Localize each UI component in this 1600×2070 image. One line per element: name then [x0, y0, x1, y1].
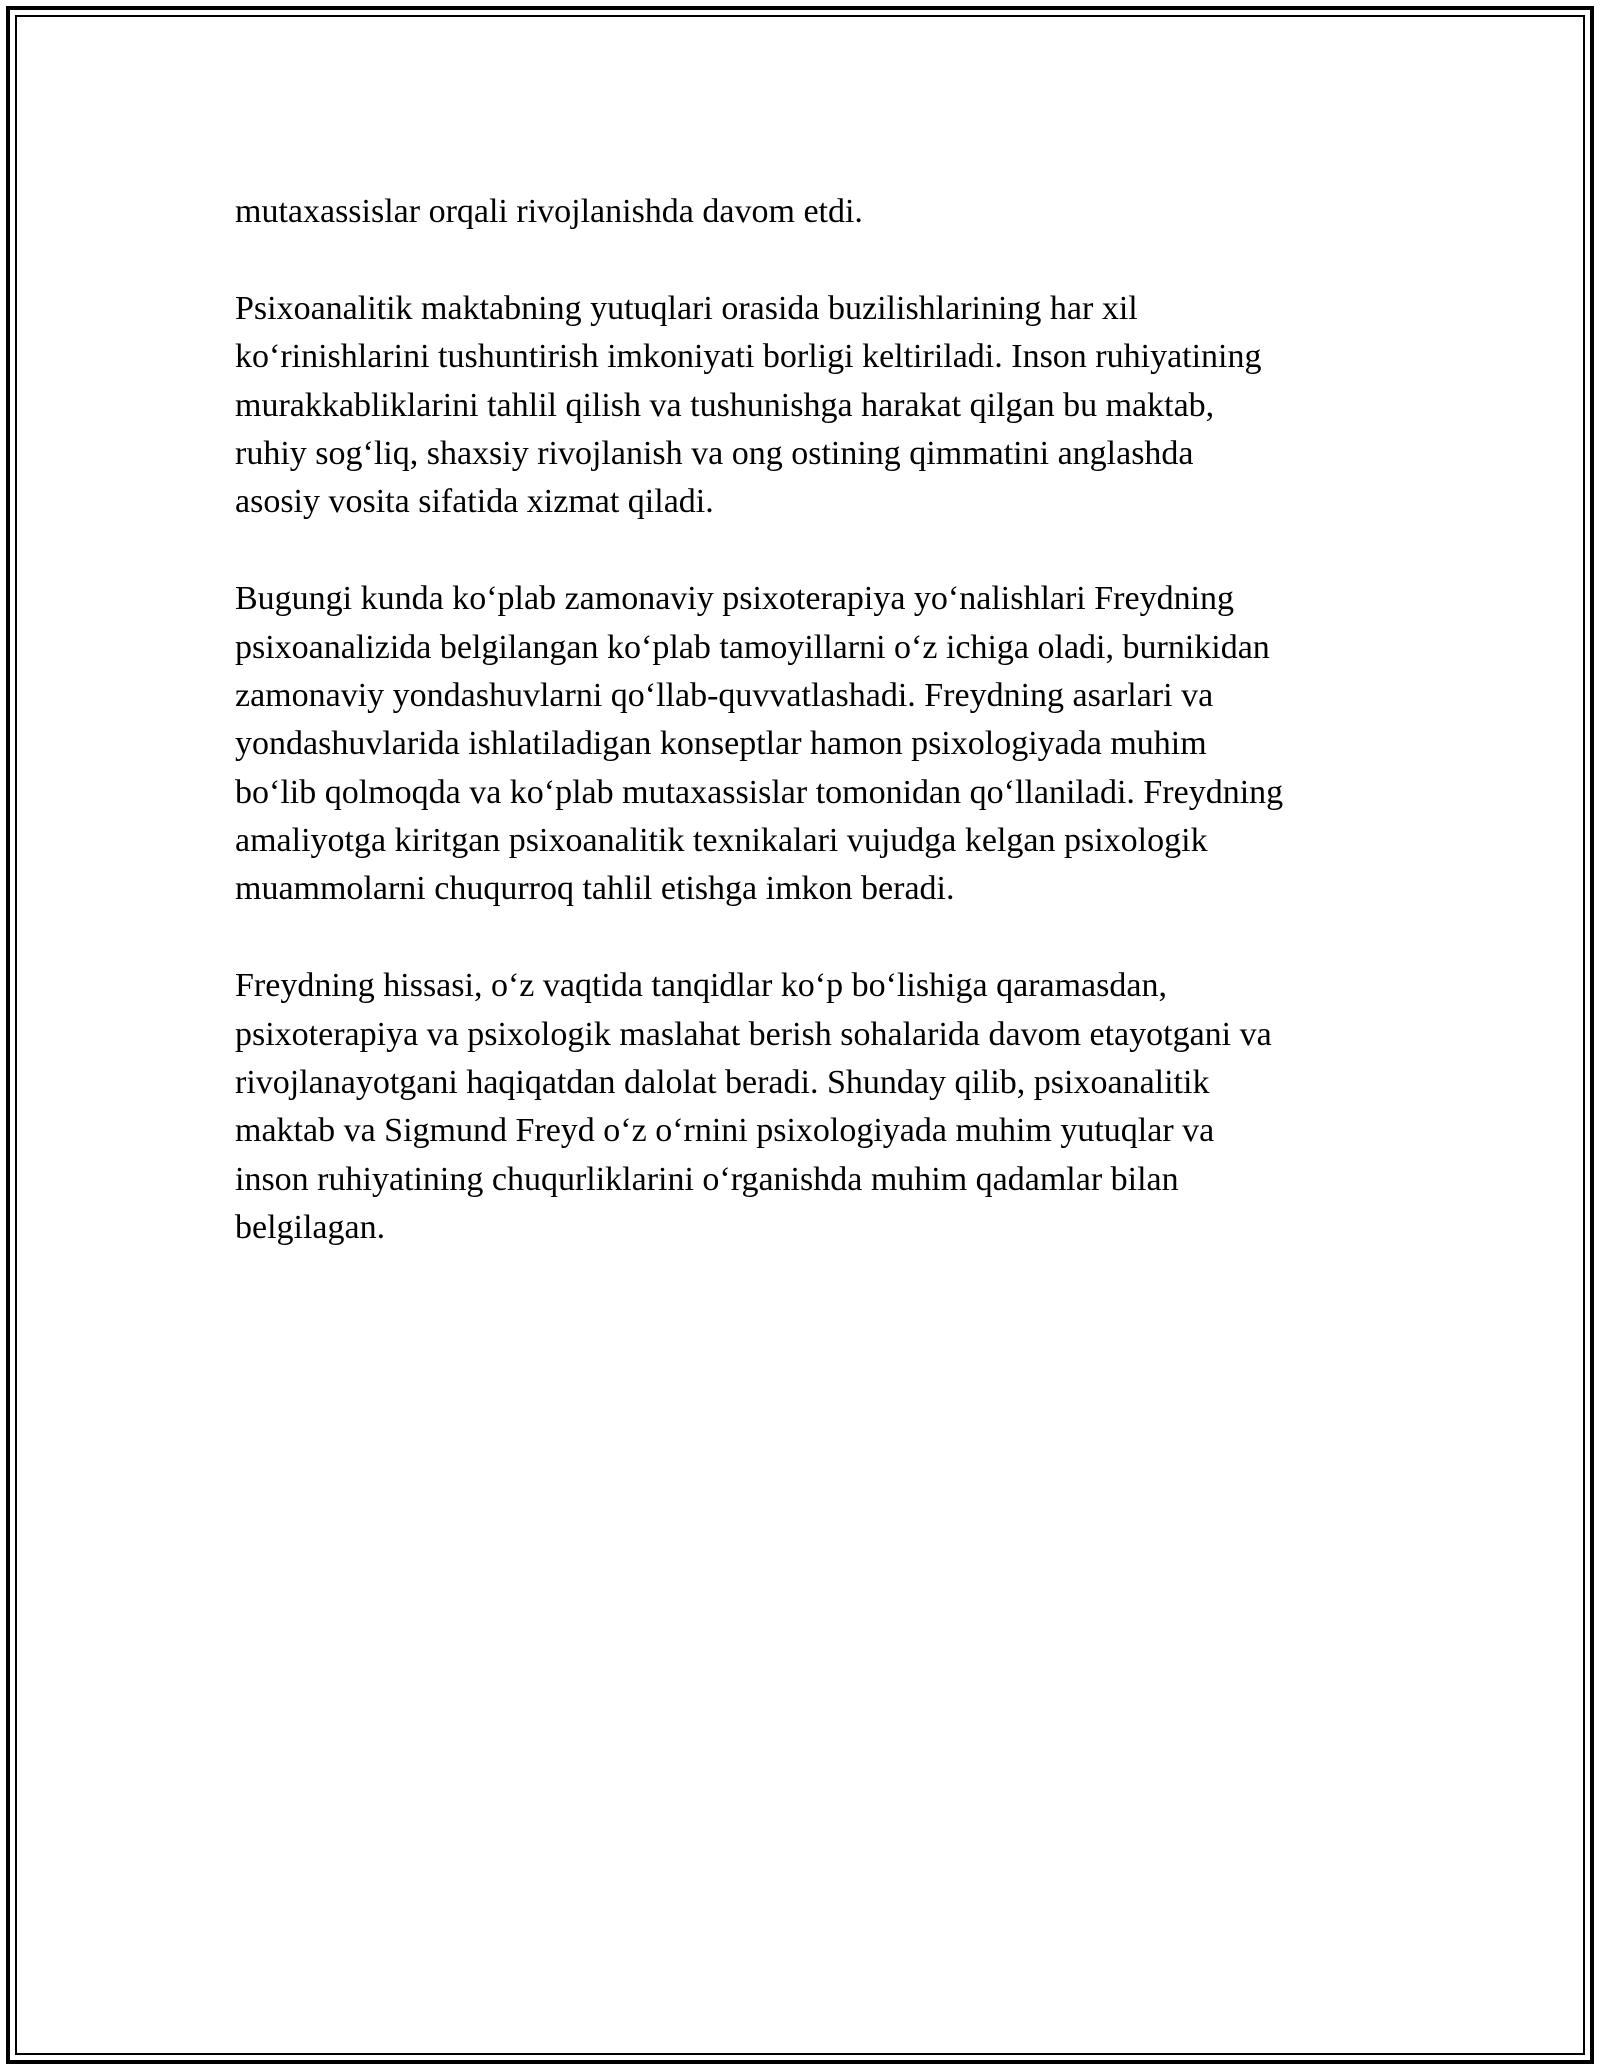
paragraph-gap	[235, 914, 1415, 962]
paragraph	[235, 285, 1415, 527]
paragraph-gap	[235, 236, 1415, 284]
paragraph-line: inson ruhiyatining chuqurliklarini o‘rganishda muhim qadamlar bilan	[235, 1160, 1179, 1198]
paragraph-line: psixoanalizida belgilangan ko‘plab tamoyillarni o‘z ichiga oladi, burnikidan	[235, 628, 1270, 666]
paragraph-line: psixoterapiya va psixologik maslahat berish sohalarida davom etayotgani va	[235, 1015, 1272, 1053]
document-body	[235, 188, 1415, 1253]
paragraph-line: maktab va Sigmund Freyd o‘z o‘rnini psixologiyada muhim yutuqlar va	[235, 1112, 1215, 1150]
paragraph-line: Freydning hissasi, o‘z vaqtida tanqidlar ko‘p bo‘lishiga qaramasdan,	[235, 967, 1167, 1005]
paragraph-line: asosiy vosita sifatida xizmat qiladi.	[235, 483, 714, 521]
paragraph-line: ko‘rinishlarini tushuntirish imkoniyati borligi keltiriladi. Inson ruhiyatining	[235, 338, 1262, 376]
paragraph	[235, 575, 1415, 914]
paragraph-line: bo‘lib qolmoqda va ko‘plab mutaxassislar tomonidan qo‘llaniladi. Freydning	[235, 773, 1284, 811]
paragraph-line: Bugungi kunda ko‘plab zamonaviy psixoterapiya yo‘nalishlari Freydning	[235, 580, 1235, 618]
paragraph-line: Psixoanalitik maktabning yutuqlari orasida buzilishlarining har xil	[235, 289, 1138, 327]
paragraph	[235, 188, 1415, 236]
paragraph-line: belgilagan.	[235, 1209, 386, 1247]
paragraph-line: ruhiy sog‘liq, shaxsiy rivojlanish va ong ostining qimmatini anglashda	[235, 434, 1194, 472]
paragraph-line: amaliyotga kiritgan psixoanalitik texnikalari vujudga kelgan psixologik	[235, 822, 1208, 860]
paragraph-line: mutaxassislar orqali rivojlanishda davom etdi.	[235, 193, 863, 230]
paragraph-line: murakkabliklarini tahlil qilish va tushunishga harakat qilgan bu maktab,	[235, 386, 1215, 424]
paragraph-line: yondashuvlarida ishlatiladigan konseptlar hamon psixologiyada muhim	[235, 725, 1207, 763]
paragraph-line: muammolarni chuqurroq tahlil etishga imkon beradi.	[235, 870, 955, 908]
paragraph-line: rivojlanayotgani haqiqatdan dalolat beradi. Shunday qilib, psixoanalitik	[235, 1064, 1210, 1102]
paragraph-gap	[235, 527, 1415, 575]
paragraph	[235, 962, 1415, 1252]
paragraph-line: zamonaviy yondashuvlarni qo‘llab-quvvatlashadi. Freydning asarlari va	[235, 676, 1214, 714]
